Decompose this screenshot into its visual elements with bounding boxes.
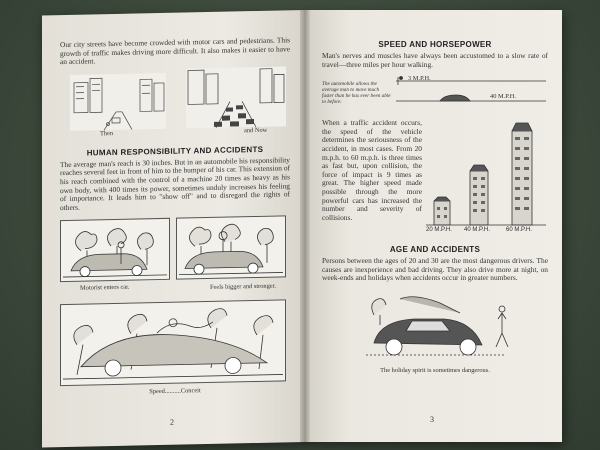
mph-40-label: 40 M.P.H. <box>490 93 516 101</box>
speed-conceit-panel <box>60 300 286 387</box>
caption-enters: Motorist enters car. <box>80 283 130 293</box>
right-page-number: 3 <box>430 415 434 424</box>
speed-comparison <box>322 73 548 115</box>
speed-heading: SPEED AND HORSEPOWER <box>378 40 492 49</box>
responsibility-paragraph: The average man's reach is 30 inches. But in an automobile his responsibility reaches several feet in front of him to the bumper of his car. This extension of his reach combined with the control of a machine 20 times as heavy as his own body, with 400 times its power, sometimes unduly increases his feeling of importance. It leads him to "show off" and to disregard the rights of others. <box>60 155 290 212</box>
then-illustration <box>70 73 166 138</box>
cartoon-panels-row <box>60 216 290 297</box>
impact-section <box>322 119 548 239</box>
responsibility-heading: HUMAN RESPONSIBILITY AND ACCIDENTS <box>86 144 264 158</box>
mph-3-label: 3 M.P.H. <box>408 75 431 83</box>
then-now-illustrations <box>60 66 290 143</box>
now-label: and Now <box>244 126 268 135</box>
book-gutter <box>300 10 310 442</box>
bar-label-60: 60 M.P.H. <box>506 227 532 234</box>
now-illustration <box>186 66 286 135</box>
bar-label-40: 40 M.P.H. <box>464 227 490 234</box>
bigger-stronger-panel <box>176 216 286 280</box>
holiday-caption: The holiday spirit is sometimes dangerous. <box>380 366 490 374</box>
speed-intro-paragraph: Man's nerves and muscles have always been accustomed to a slow rate of travel—three miles per hour walking. <box>322 51 548 69</box>
caption-conceit: Speed..........Conceit <box>149 387 201 396</box>
right-page <box>304 10 562 442</box>
impact-buildings <box>426 119 546 239</box>
left-page-number: 2 <box>170 417 174 427</box>
age-heading: AGE AND ACCIDENTS <box>389 245 481 255</box>
open-booklet <box>42 10 562 442</box>
bar-label-20: 20 M.P.H. <box>426 227 452 234</box>
caption-bigger: Feels bigger and stronger. <box>210 282 277 292</box>
impact-paragraph: When a traffic accident occurs, the speed of the vehicle determines the seriousness of the accident, in most cases. From 20 m.p.h. to 60 m.p.h. is three times as fast but, upon collision, the force of impact is 9 times as great. The higher speed made possible through the more powerful cars has increased the number and severity of collisions. <box>322 118 422 222</box>
holiday-illustration <box>322 289 548 365</box>
age-paragraph: Persons between the ages of 20 and 30 are the most dangerous drivers. The causes are inexperience and bad driving. They also drive more at night, on week-ends and holidays when accidents occur in greater numbers. <box>322 256 548 283</box>
then-label: Then <box>100 129 114 138</box>
motorist-panel <box>60 218 170 282</box>
auto-note: The automobile allows the average man to move much faster than he has ever been able to before. <box>322 81 391 106</box>
intro-paragraph: Our city streets have become crowded with motor cars and pedestrians. This growth of traffic makes driving more difficult. It also makes it easier to have an accident. <box>60 35 290 67</box>
left-page <box>42 10 304 447</box>
